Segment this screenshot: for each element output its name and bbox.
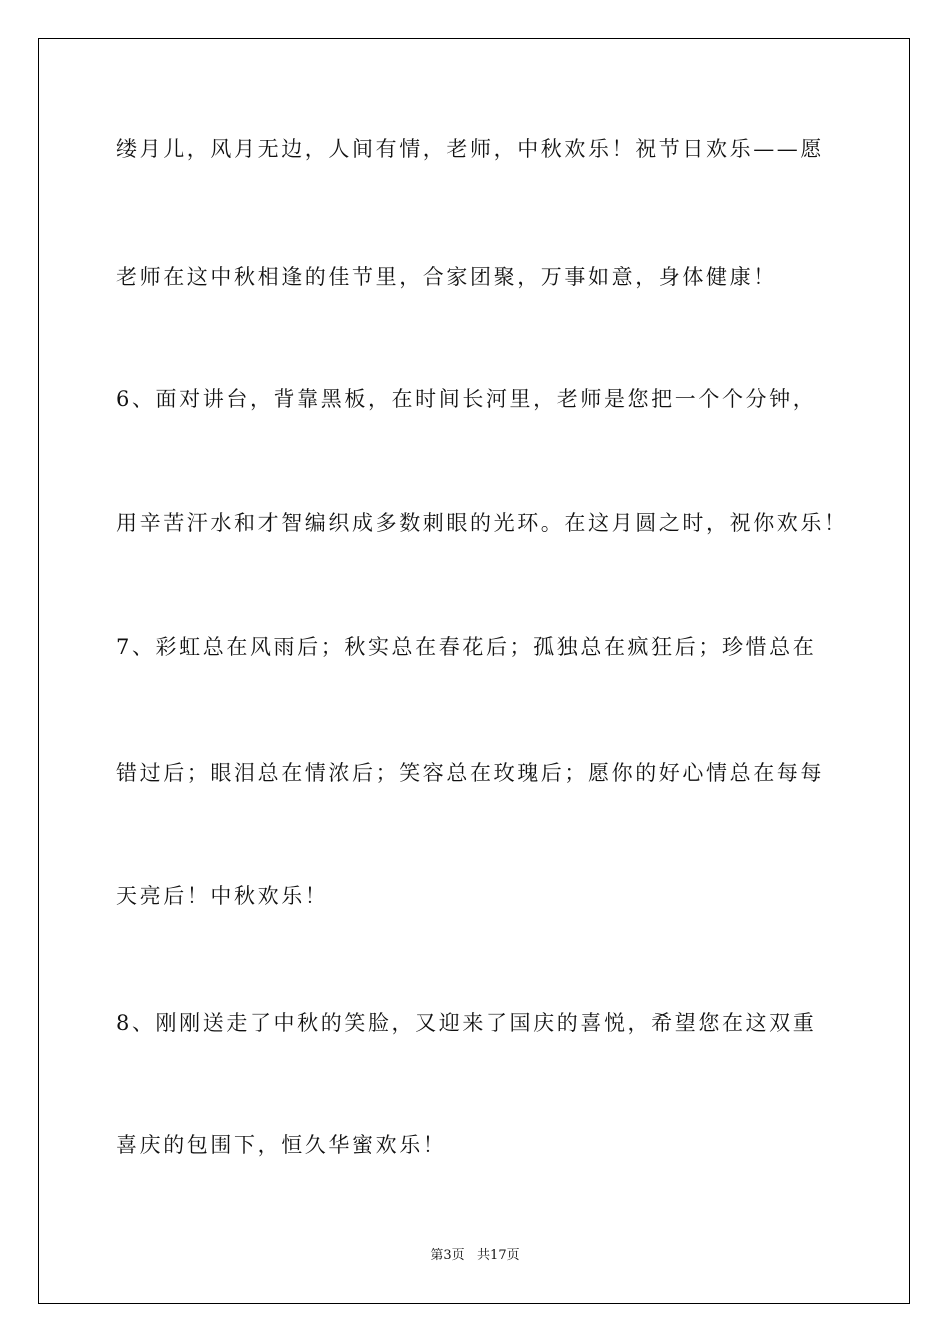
text-line-5: 7、彩虹总在风雨后；秋实总在春花后；孤独总在疯狂后；珍惜总在	[116, 635, 817, 659]
text-line-3: 6、面对讲台，背靠黑板，在时间长河里，老师是您把一个个分钟，	[116, 387, 817, 411]
text-line-9: 喜庆的包围下，恒久华蜜欢乐！	[116, 1133, 447, 1157]
text-line-8: 8、刚刚送走了中秋的笑脸，又迎来了国庆的喜悦，希望您在这双重	[116, 1011, 817, 1035]
text-line-6: 错过后；眼泪总在情浓后；笑容总在玫瑰后；愿你的好心情总在每每	[116, 761, 824, 785]
text-line-4: 用辛苦汗水和才智编织成多数刺眼的光环。在这月圆之时，祝你欢乐！	[116, 511, 848, 535]
page-number-footer: 第3页 共17页	[430, 1248, 520, 1263]
text-line-2: 老师在这中秋相逢的佳节里，合家团聚，万事如意，身体健康！	[116, 265, 777, 289]
page-border	[38, 38, 910, 1304]
text-line-7: 天亮后！中秋欢乐！	[116, 884, 329, 908]
text-line-1: 缕月儿，风月无边，人间有情，老师，中秋欢乐！祝节日欢乐——愿	[116, 137, 824, 161]
